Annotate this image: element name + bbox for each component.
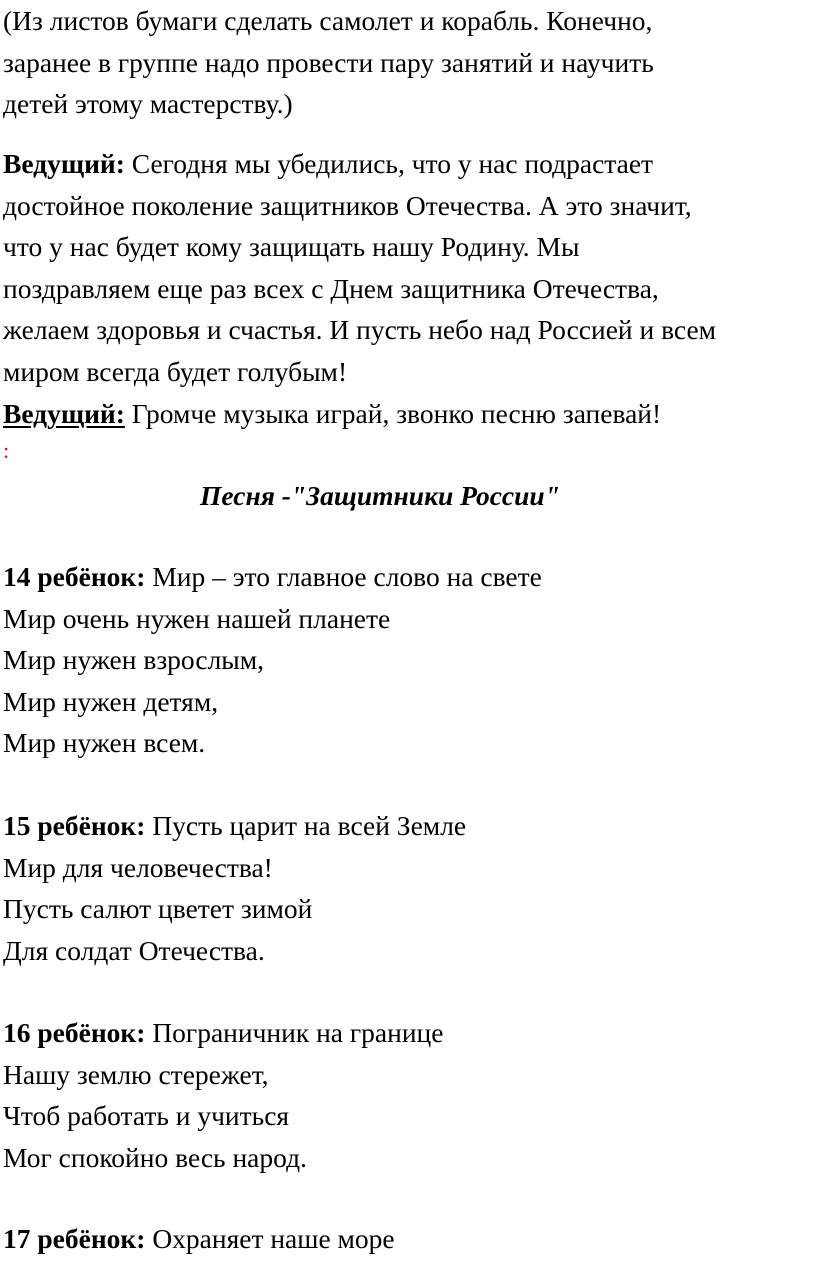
speaker-label: Ведущий: — [3, 148, 125, 179]
child-17-verse — [3, 1218, 395, 1260]
host-speech-2 — [3, 393, 661, 435]
verse-line: Нашу землю стережет, — [3, 1058, 269, 1090]
speaker-label: 15 ребёнок: — [3, 810, 146, 841]
speech-text: Сегодня мы убедились, что у нас подрастает — [124, 148, 654, 179]
speech-line: желаем здоровья и счастья. И пусть небо над Россией и всем — [3, 314, 717, 345]
host-speech-first-line — [3, 143, 716, 185]
host-speech-1 — [3, 143, 716, 392]
speaker-label: Ведущий: — [3, 398, 125, 429]
speaker-label: 17 ребёнок: — [3, 1223, 146, 1254]
speaker-label: 14 ребёнок: — [3, 561, 146, 592]
intro-paragraph — [3, 0, 654, 125]
verse-first-line — [3, 805, 466, 847]
verse-first-line — [3, 1218, 395, 1260]
intro-line: заранее в группе надо провести пару занятий и научить — [3, 46, 654, 78]
host-speech-line — [3, 393, 661, 435]
song-title: Песня -"Защитники России" — [200, 480, 560, 511]
speech-line: поздравляем еще раз всех с Днем защитника Отечества, — [3, 272, 659, 304]
verse-line: Мир для человечества! — [3, 851, 273, 883]
speech-text: Громче музыка играй, звонко песню запевай! — [124, 398, 662, 429]
speech-line: миром всегда будет голубым! — [3, 355, 348, 387]
verse-first-line — [3, 556, 542, 598]
verse-line: Для солдат Отечества. — [3, 934, 265, 966]
verse-line: Мир очень нужен нашей планете — [3, 602, 391, 634]
verse-line: Мир нужен всем. — [3, 727, 206, 758]
child-14-verse — [3, 556, 542, 764]
child-15-verse — [3, 805, 466, 971]
verse-text: Пусть царит на всей Земле — [145, 810, 467, 841]
verse-text: Охраняет наше море — [145, 1223, 395, 1254]
stray-colon: : — [3, 438, 10, 463]
intro-line: детей этому мастерству.) — [3, 88, 293, 119]
intro-line: (Из листов бумаги сделать самолет и корабль. Конечно, — [3, 5, 653, 36]
verse-line: Мир нужен детям, — [3, 685, 219, 717]
verse-line: Пусть салют цветет зимой — [3, 893, 313, 924]
speech-line: достойное поколение защитников Отечества. А это значит, — [3, 189, 692, 221]
speaker-label: 16 ребёнок: — [3, 1017, 146, 1048]
verse-line: Мог спокойно весь народ. — [3, 1141, 307, 1173]
speech-line: что у нас будет кому защищать нашу Родину. Мы — [3, 231, 580, 262]
verse-text: Пограничник на границе — [145, 1017, 444, 1048]
verse-first-line — [3, 1012, 443, 1054]
verse-line: Мир нужен взрослым, — [3, 644, 265, 675]
verse-line: Чтоб работать и учиться — [3, 1100, 290, 1131]
verse-text: Мир – это главное слово на свете — [145, 561, 542, 592]
child-16-verse — [3, 1012, 443, 1178]
